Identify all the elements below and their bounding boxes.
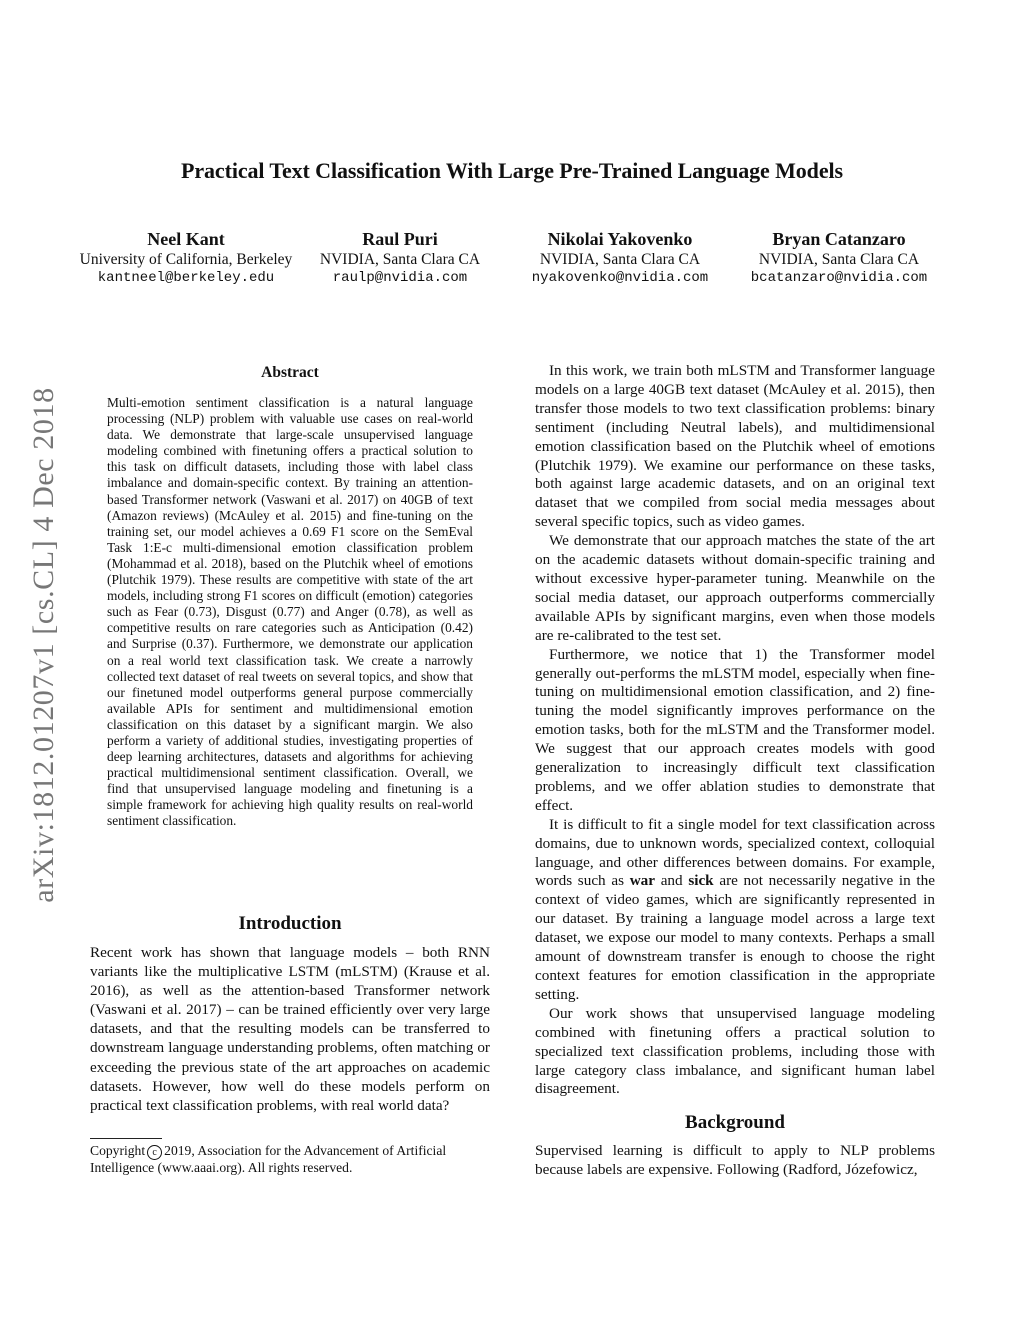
bold-term-sick: sick bbox=[688, 872, 714, 890]
author-affiliation: University of California, Berkeley bbox=[79, 251, 293, 268]
background-heading: Background bbox=[685, 1112, 785, 1133]
footnote-copyright-word: Copyright bbox=[90, 1143, 146, 1158]
paragraph-text: It is difficult to fit a single model for text classification across domains, due to unknown words, specialized context, colloquial language, and other differences between domains. For example, words such as bbox=[535, 815, 935, 890]
paper-title: Practical Text Classification With Large Pre-Trained Language Models bbox=[181, 158, 843, 183]
background-text: Supervised learning is difficult to apply to NLP problems because labels are expensive. Following (Radford, Józefowicz, bbox=[535, 1142, 935, 1178]
footnote-copyright-text: 2019, Association for the Advancement of Artificial Intelligence (www.aaai.org). All rights reserved. bbox=[90, 1143, 447, 1175]
paragraph: We demonstrate that our approach matches the state of the art on the academic datasets without domain-specific training and without excessive hyper-parameter tuning. Meanwhile on the social media dataset, our approach outperforms commercially available APIs by significant margins, even when those models are re-calibrated to the test set. bbox=[535, 532, 935, 644]
paragraph: In this work, we train both mLSTM and Transformer language models on a large 40GB text dataset (McAuley et al. 2015), then transfer those models to two text classification problems: binary sentiment (including Neutral labels), and multidimensional emotion classification based on the Plutchik wheel of emotions (Plutchik 1979). We examine our performance on these tasks, both against large academic datasets, and on an original text dataset that we compiled from social media messages about several specific topics, such as video games. bbox=[535, 362, 935, 531]
paragraph: Our work shows that unsupervised language modeling combined with finetuning offers a practical solution to specialized text classification problems, including those with large category class imbalance, and significant human label disagreement. bbox=[535, 1004, 935, 1098]
author-block-4 bbox=[728, 228, 950, 288]
paragraph bbox=[535, 816, 935, 1005]
author-email: kantneel@berkeley.edu bbox=[97, 270, 275, 286]
bold-term-war: war bbox=[629, 872, 655, 890]
author-affiliation: NVIDIA, Santa Clara CA bbox=[758, 251, 920, 268]
abstract-heading: Abstract bbox=[261, 364, 319, 381]
copyright-symbol: c bbox=[147, 1145, 162, 1160]
right-column-text bbox=[535, 362, 935, 1099]
paragraph: Furthermore, we notice that 1) the Transformer model generally out-performs the mLSTM model, especially when fine-tuning on multidimensional emotion classification, and 2) fine-tuning the model significantly improves performance on the emotion tasks, both for the mLSTM and the Transformer model. We suggest that our approach creates models with good generalization to increasingly difficult text classification problems, and we offer ablation studies to demonstrate that effect. bbox=[535, 645, 935, 814]
author-email: nyakovenko@nvidia.com bbox=[531, 270, 709, 286]
paragraph-text: are not necessarily negative in the context of video games, which are significantly represented in our dataset. By training a language model across a large text dataset, we expose our model to many contexts. Perhaps a small amount of downstream transfer is enough to choose the right context features for emotion classification in the appropriate setting. bbox=[535, 872, 935, 1003]
author-name: Raul Puri bbox=[362, 229, 438, 249]
introduction-text: Recent work has shown that language models – both RNN variants like the multiplicative LSTM (mLSTM) (Krause et al. 2016), as well as the attention-based Transformer network (Vaswani et al. 2017) – can be trained efficiently over very large datasets, and that the resulting models can be transferred to downstream language understanding problems, often matching or exceeding the previous state of the art approaches on academic datasets. However, how well do these models perform on practical text classification problems, with real world data? bbox=[90, 944, 490, 1114]
author-affiliation: NVIDIA, Santa Clara CA bbox=[319, 251, 481, 268]
footnote-rule bbox=[90, 1138, 162, 1139]
author-block-1 bbox=[70, 228, 302, 288]
abstract-text: Multi-emotion sentiment classification is a natural language processing (NLP) problem with valuable use cases on real-world data. We demonstrate that large-scale unsupervised language modeling combined with finetuning offers a practical solution to this task on difficult datasets, including those with label class imbalance and domain-specific context. By training an attention-based Transformer network (Vaswani et al. 2017) on 40GB of text (Amazon reviews) (McAuley et al. 2015) and fine-tuning on the training set, our model achieves a 0.69 F1 score on the SemEval Task 1:E-c multi-dimensional emotion classification problem (Mohammad et al. 2018), based on the Plutchik wheel of emotions (Plutchik 1979). These results are competitive with state of the art models, including strong F1 scores on difficult (emotion) categories such as Fear (0.73), Disgust (0.77) and Anger (0.78), as well as competitive results on rare categories such as Anticipation (0.42) and Surprise (0.37). Furthermore, we demonstrate our application on a real world text classification task. We create a narrowly collected text dataset of real tweets on several topics, and show that our finetuned model outperforms general purpose commercially available APIs for sentiment and multidimensional emotion classification on this dataset by a significant margin. We also perform a variety of additional studies, investigating properties of deep learning architectures, datasets and algorithms for achieving practical multidimensional sentiment classification. Overall, we find that unsupervised language modeling and finetuning is a simple framework for achieving high quality results on real-world sentiment classification. bbox=[107, 395, 473, 829]
author-name: Nikolai Yakovenko bbox=[547, 229, 693, 249]
copyright-footnote bbox=[90, 1143, 490, 1177]
arxiv-identifier: arXiv:1812.01207v1 [cs.CL] 4 Dec 2018 bbox=[27, 387, 60, 903]
introduction-heading: Introduction bbox=[238, 913, 342, 934]
author-email: bcatanzaro@nvidia.com bbox=[750, 270, 928, 286]
author-affiliation: NVIDIA, Santa Clara CA bbox=[539, 251, 701, 268]
author-block-3 bbox=[510, 228, 730, 288]
author-block-2 bbox=[310, 228, 490, 288]
author-name: Neel Kant bbox=[147, 229, 225, 249]
paragraph-text: and bbox=[655, 872, 689, 890]
author-name: Bryan Catanzaro bbox=[772, 229, 906, 249]
author-email: raulp@nvidia.com bbox=[332, 270, 468, 286]
